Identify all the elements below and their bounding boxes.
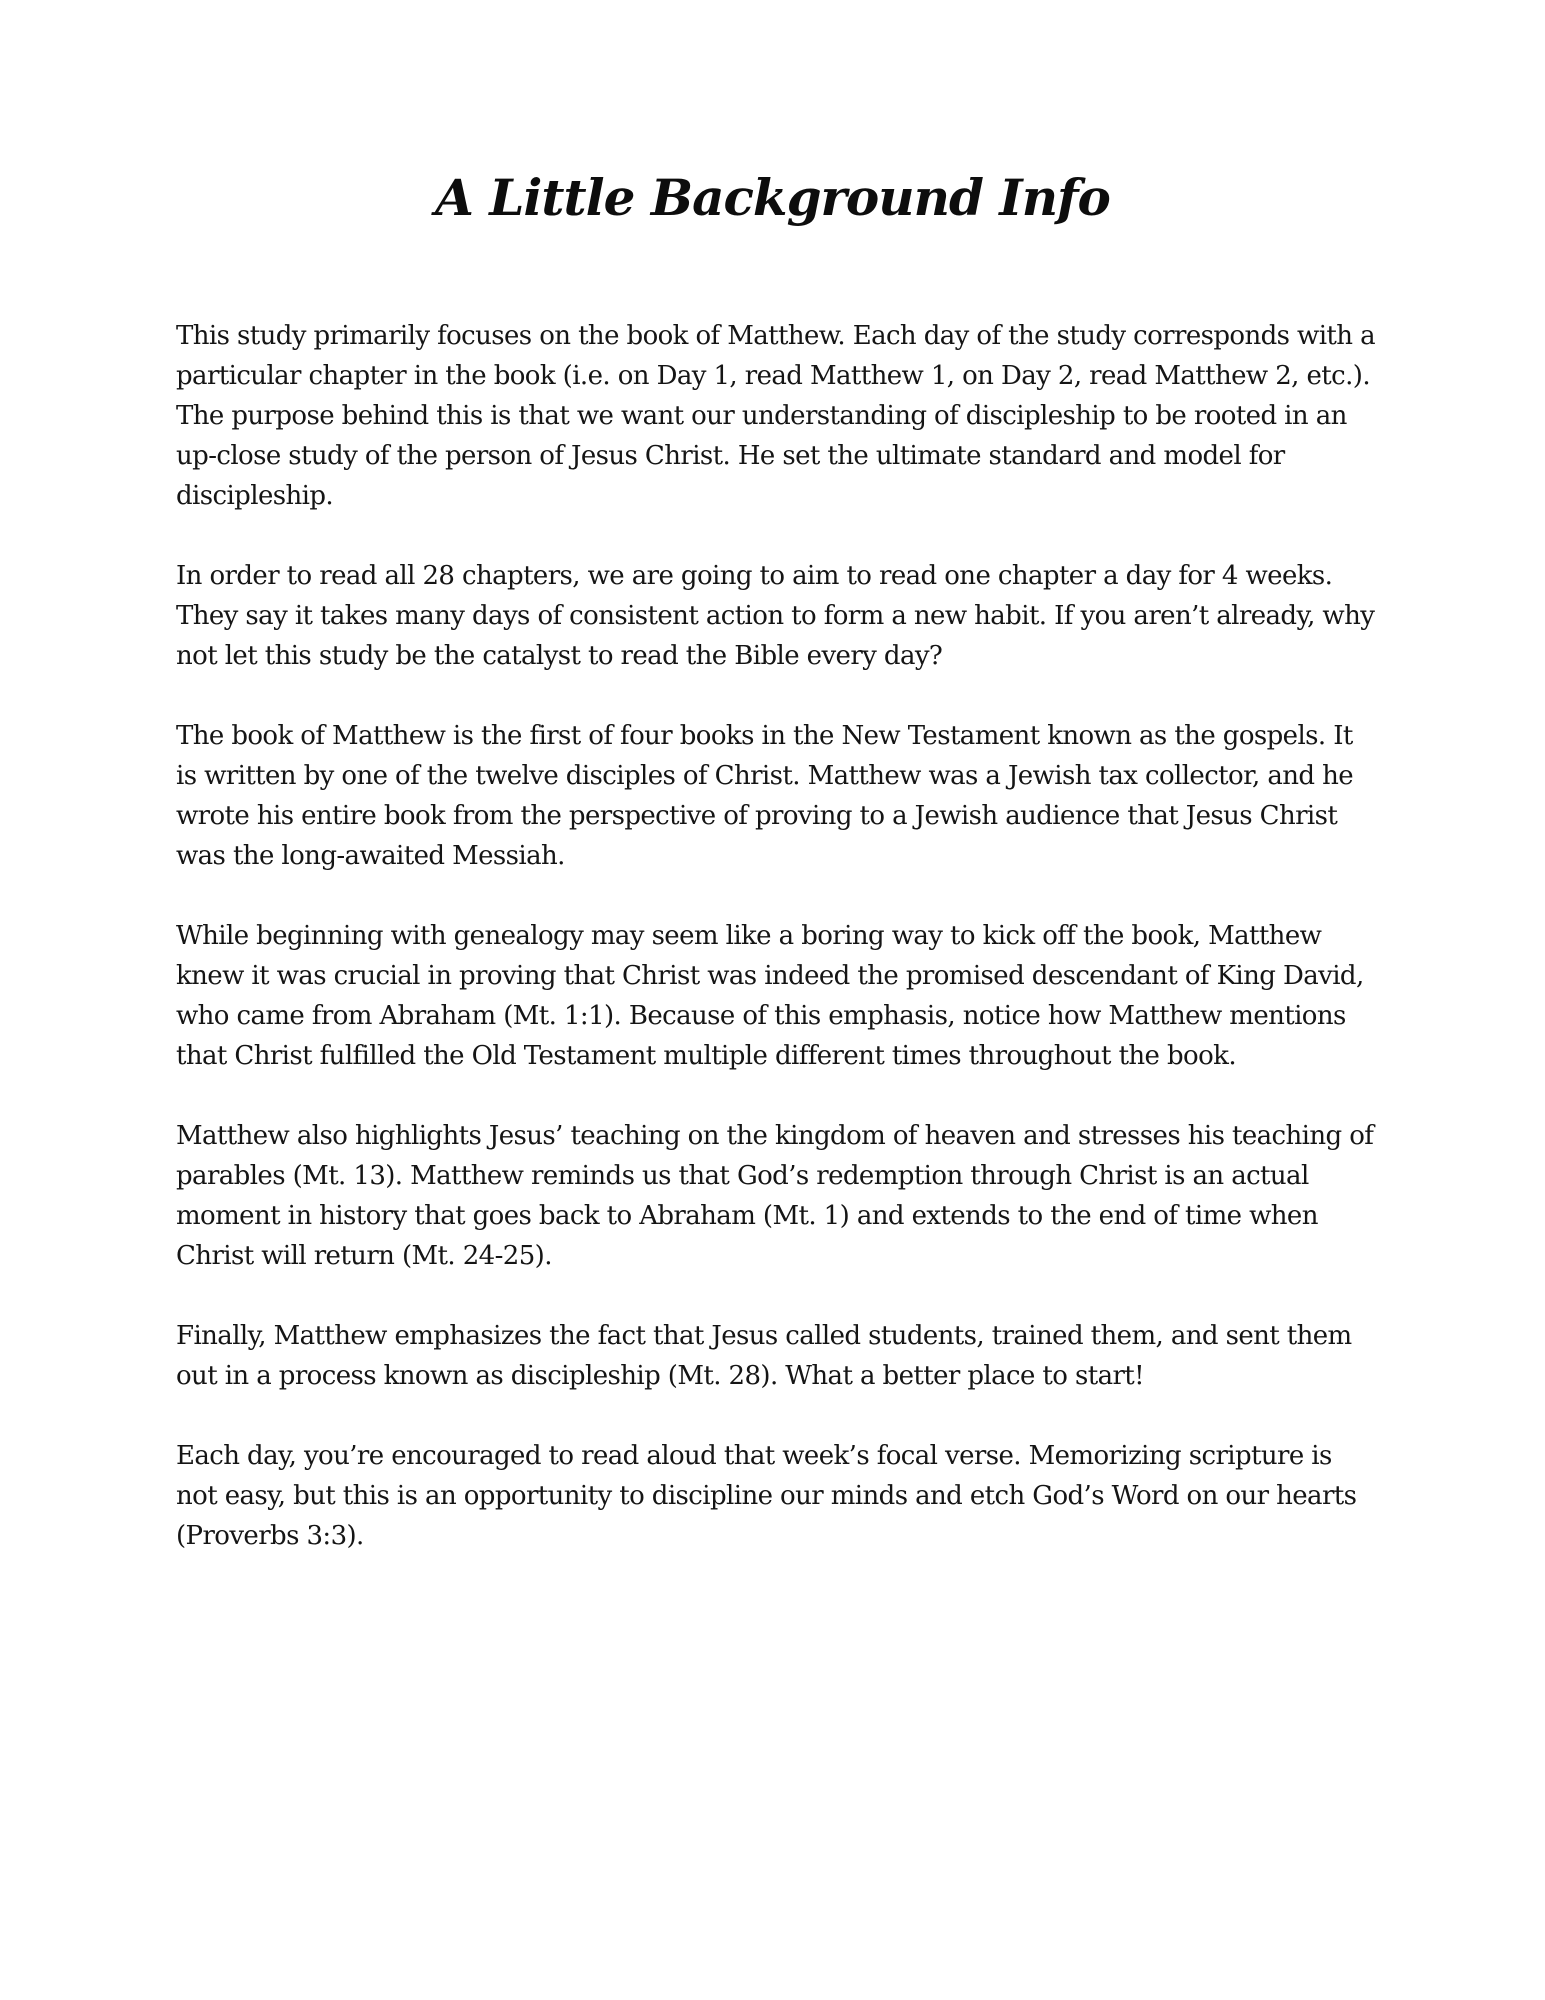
- paragraph-memorizing: Each day, you’re encouraged to read aloud that week’s focal verse. Memorizing scripture is not easy, but this is an opportunity to discipline our minds and etch God’s Word on our hearts (Proverbs 3:3).: [176, 1441, 1357, 1551]
- paragraph-genealogy: While beginning with genealogy may seem like a boring way to kick off the book, Matthew knew it was crucial in proving that Christ was indeed the promised descendant of King David, who came from Abraham (Mt. 1:1). Because of this emphasis, notice how Matthew mentions that Christ fulfilled the Old Testament multiple different times throughout the book.: [176, 921, 1364, 1071]
- page-title: A Little Background Info: [435, 168, 1110, 227]
- paragraph-reading-plan: In order to read all 28 chapters, we are going to aim to read one chapter a day for 4 weeks. They say it takes many days of consistent action to form a new habit. If you aren’t already, why not let this study be the catalyst to read the Bible every day?: [176, 561, 1375, 671]
- paragraph-discipleship: Finally, Matthew emphasizes the fact that Jesus called students, trained them, and sent them out in a process known as discipleship (Mt. 28). What a better place to start!: [176, 1321, 1352, 1391]
- paragraph-intro: This study primarily focuses on the book of Matthew. Each day of the study corresponds with a particular chapter in the book (i.e. on Day 1, read Matthew 1, on Day 2, read Matthew 2, etc.). The purpose behind this is that we want our understanding of discipleship to be rooted in an up-close study of the person of Jesus Christ. He set the ultimate standard and model for discipleship.: [176, 321, 1375, 511]
- body-text: [176, 316, 1376, 1596]
- paragraph-kingdom: Matthew also highlights Jesus’ teaching on the kingdom of heaven and stresses his teaching of parables (Mt. 13). Matthew reminds us that God’s redemption through Christ is an actual moment in history that goes back to Abraham (Mt. 1) and extends to the end of time when Christ will return (Mt. 24-25).: [176, 1121, 1374, 1271]
- paragraph-gospels: The book of Matthew is the first of four books in the New Testament known as the gospels. It is written by one of the twelve disciples of Christ. Matthew was a Jewish tax collector, and he wrote his entire book from the perspective of proving to a Jewish audience that Jesus Christ was the long-awaited Messiah.: [176, 721, 1354, 871]
